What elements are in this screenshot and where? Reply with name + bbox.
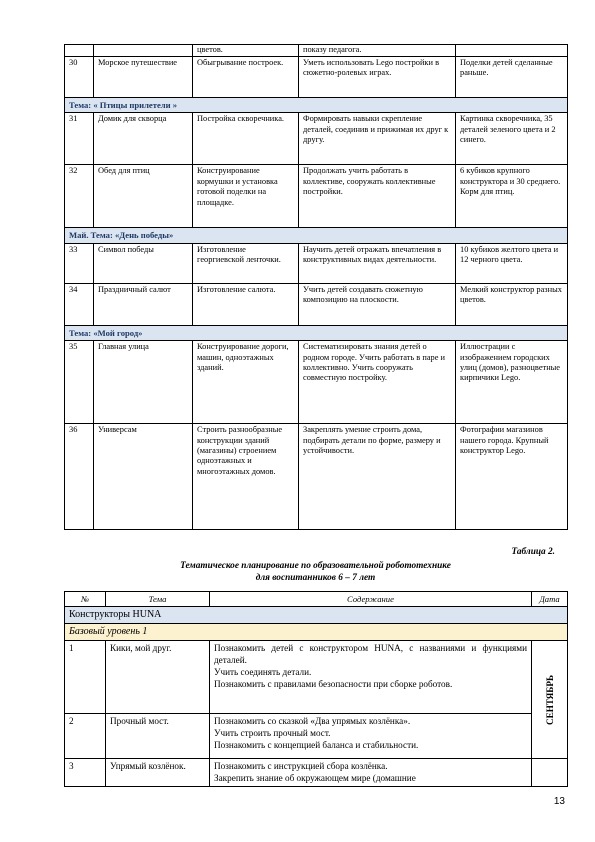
cell-materials: Фотографии магазинов нашего города. Крупный конструктор Lego. bbox=[456, 424, 568, 530]
cell-activity: Изготовление георгиевской ленточки. bbox=[193, 243, 299, 283]
table-row bbox=[65, 165, 568, 228]
cell-theme: Символ победы bbox=[94, 243, 193, 283]
cell-theme: Универсам bbox=[94, 424, 193, 530]
section-heading: Май. Тема: «День победы» bbox=[65, 228, 568, 243]
content-line: Учить соединять детали. bbox=[214, 667, 312, 677]
cell-num: 33 bbox=[65, 243, 94, 283]
cell-materials bbox=[456, 45, 568, 57]
cell-content: Учить детей создавать сюжетную композицию на плоскости. bbox=[299, 283, 456, 325]
table-title bbox=[64, 560, 567, 584]
level-heading: Базовый уровень 1 bbox=[65, 624, 568, 641]
section-heading: Тема: «Мой город» bbox=[65, 325, 568, 340]
cell-month bbox=[532, 641, 568, 759]
header-content: Содержание bbox=[210, 592, 532, 607]
cell-num: 35 bbox=[65, 341, 94, 424]
cell-content bbox=[210, 641, 532, 714]
table-title-line: для воспитанников 6 – 7 лет bbox=[255, 573, 376, 583]
header-num: № bbox=[65, 592, 106, 607]
cell-content: Научить детей отражать впечатления в конструктивных видах деятельности. bbox=[299, 243, 456, 283]
cell-activity: Обыгрывание построек. bbox=[193, 57, 299, 98]
cell-date bbox=[532, 759, 568, 787]
header-date: Дата bbox=[532, 592, 568, 607]
cell-content bbox=[210, 759, 532, 787]
content-line: Закрепить знание об окружающем мире (домашние bbox=[214, 773, 416, 783]
cell-content: Закреплять умение строить дома, подбирать детали по форме, размеру и устойчивости. bbox=[299, 424, 456, 530]
cell-materials: Иллюстрации с изображением городских улиц (домов), разноцветные кирпичики Lego. bbox=[456, 341, 568, 424]
cell-num: 1 bbox=[65, 641, 106, 714]
table-row bbox=[65, 759, 568, 787]
cell-num: 36 bbox=[65, 424, 94, 530]
kit-row bbox=[65, 607, 568, 624]
cell-activity: Конструирование дороги, машин, одноэтажных зданий. bbox=[193, 341, 299, 424]
content-line: Познакомить с концепцией баланса и стабильности. bbox=[214, 740, 419, 750]
cell-activity: Конструирование кормушки и установка готовой поделки на площадке. bbox=[193, 165, 299, 228]
cell-theme: Обед для птиц bbox=[94, 165, 193, 228]
content-line: Познакомить с правилами безопасности при сборке роботов. bbox=[214, 679, 453, 689]
cell-content: Систематизировать знания детей о родном городе. Учить работать в паре и коллективно. Учить сооружать совместную постройку. bbox=[299, 341, 456, 424]
cell-num: 34 bbox=[65, 283, 94, 325]
cell-num: 30 bbox=[65, 57, 94, 98]
robotics-plan-table bbox=[64, 591, 568, 787]
month-label: СЕНТЯБРЬ bbox=[544, 674, 555, 725]
table-row bbox=[65, 641, 568, 714]
cell-materials: Картинка скворечника, 35 деталей зеленого цвета и 2 синего. bbox=[456, 113, 568, 165]
content-line: Познакомить со сказкой «Два упрямых козлёнка». bbox=[214, 716, 411, 726]
section-heading-row bbox=[65, 325, 568, 340]
table-number: Таблица 2. bbox=[511, 547, 555, 557]
table-row bbox=[65, 283, 568, 325]
cell-theme: Упрямый козлёнок. bbox=[106, 759, 210, 787]
table-title-line: Тематическое планирование по образовательной робототехнике bbox=[180, 561, 451, 571]
table-row bbox=[65, 341, 568, 424]
table-row bbox=[65, 243, 568, 283]
cell-num: 3 bbox=[65, 759, 106, 787]
cell-theme: Кики, мой друг. bbox=[106, 641, 210, 714]
cell-activity: Строить разнообразные конструкции зданий (магазины) строением одноэтажных и многоэтажных домов. bbox=[193, 424, 299, 530]
content-line: Познакомить детей с конструктором HUNA, с названиями и функциями деталей. bbox=[214, 643, 527, 665]
cell-content: Формировать навыки скрепление деталей, соединив и прижимая их друг к другу. bbox=[299, 113, 456, 165]
cell-activity: Изготовление салюта. bbox=[193, 283, 299, 325]
section-heading-row bbox=[65, 228, 568, 243]
kit-heading: Конструкторы HUNA bbox=[65, 607, 568, 624]
cell-activity: цветов. bbox=[193, 45, 299, 57]
cell-content: Уметь использовать Lego постройки в сюжетно-ролевых играх. bbox=[299, 57, 456, 98]
cell-content: Продолжать учить работать в коллективе, сооружать коллективные постройки. bbox=[299, 165, 456, 228]
table-row bbox=[65, 45, 568, 57]
section-heading-row bbox=[65, 98, 568, 113]
table-row bbox=[65, 113, 568, 165]
cell-content bbox=[210, 714, 532, 759]
header-theme: Тема bbox=[106, 592, 210, 607]
table-row bbox=[65, 424, 568, 530]
cell-theme: Домик для скворца bbox=[94, 113, 193, 165]
header-row bbox=[65, 592, 568, 607]
page-number: 13 bbox=[553, 796, 565, 807]
cell-content: показу педагога. bbox=[299, 45, 456, 57]
cell-materials: Мелкий конструктор разных цветов. bbox=[456, 283, 568, 325]
cell-theme: Прочный мост. bbox=[106, 714, 210, 759]
cell-num: 31 bbox=[65, 113, 94, 165]
cell-materials: 6 кубиков крупного конструктора и 30 среднего. Корм для птиц. bbox=[456, 165, 568, 228]
cell-theme: Главная улица bbox=[94, 341, 193, 424]
table-row bbox=[65, 714, 568, 759]
section-heading: Тема: « Птицы прилетели » bbox=[65, 98, 568, 113]
cell-num bbox=[65, 45, 94, 57]
table-row bbox=[65, 57, 568, 98]
cell-num: 32 bbox=[65, 165, 94, 228]
cell-activity: Постройка скворечника. bbox=[193, 113, 299, 165]
cell-num: 2 bbox=[65, 714, 106, 759]
content-line: Познакомить с инструкцией сбора козлёнка. bbox=[214, 761, 388, 771]
level-row bbox=[65, 624, 568, 641]
cell-materials: 10 кубиков желтого цвета и 12 черного цвета. bbox=[456, 243, 568, 283]
cell-theme bbox=[94, 45, 193, 57]
content-line: Учить строить прочный мост. bbox=[214, 728, 331, 738]
cell-materials: Поделки детей сделанные раньше. bbox=[456, 57, 568, 98]
lego-plan-table bbox=[64, 44, 568, 530]
cell-theme: Праздничный салют bbox=[94, 283, 193, 325]
cell-theme: Морское путешествие bbox=[94, 57, 193, 98]
